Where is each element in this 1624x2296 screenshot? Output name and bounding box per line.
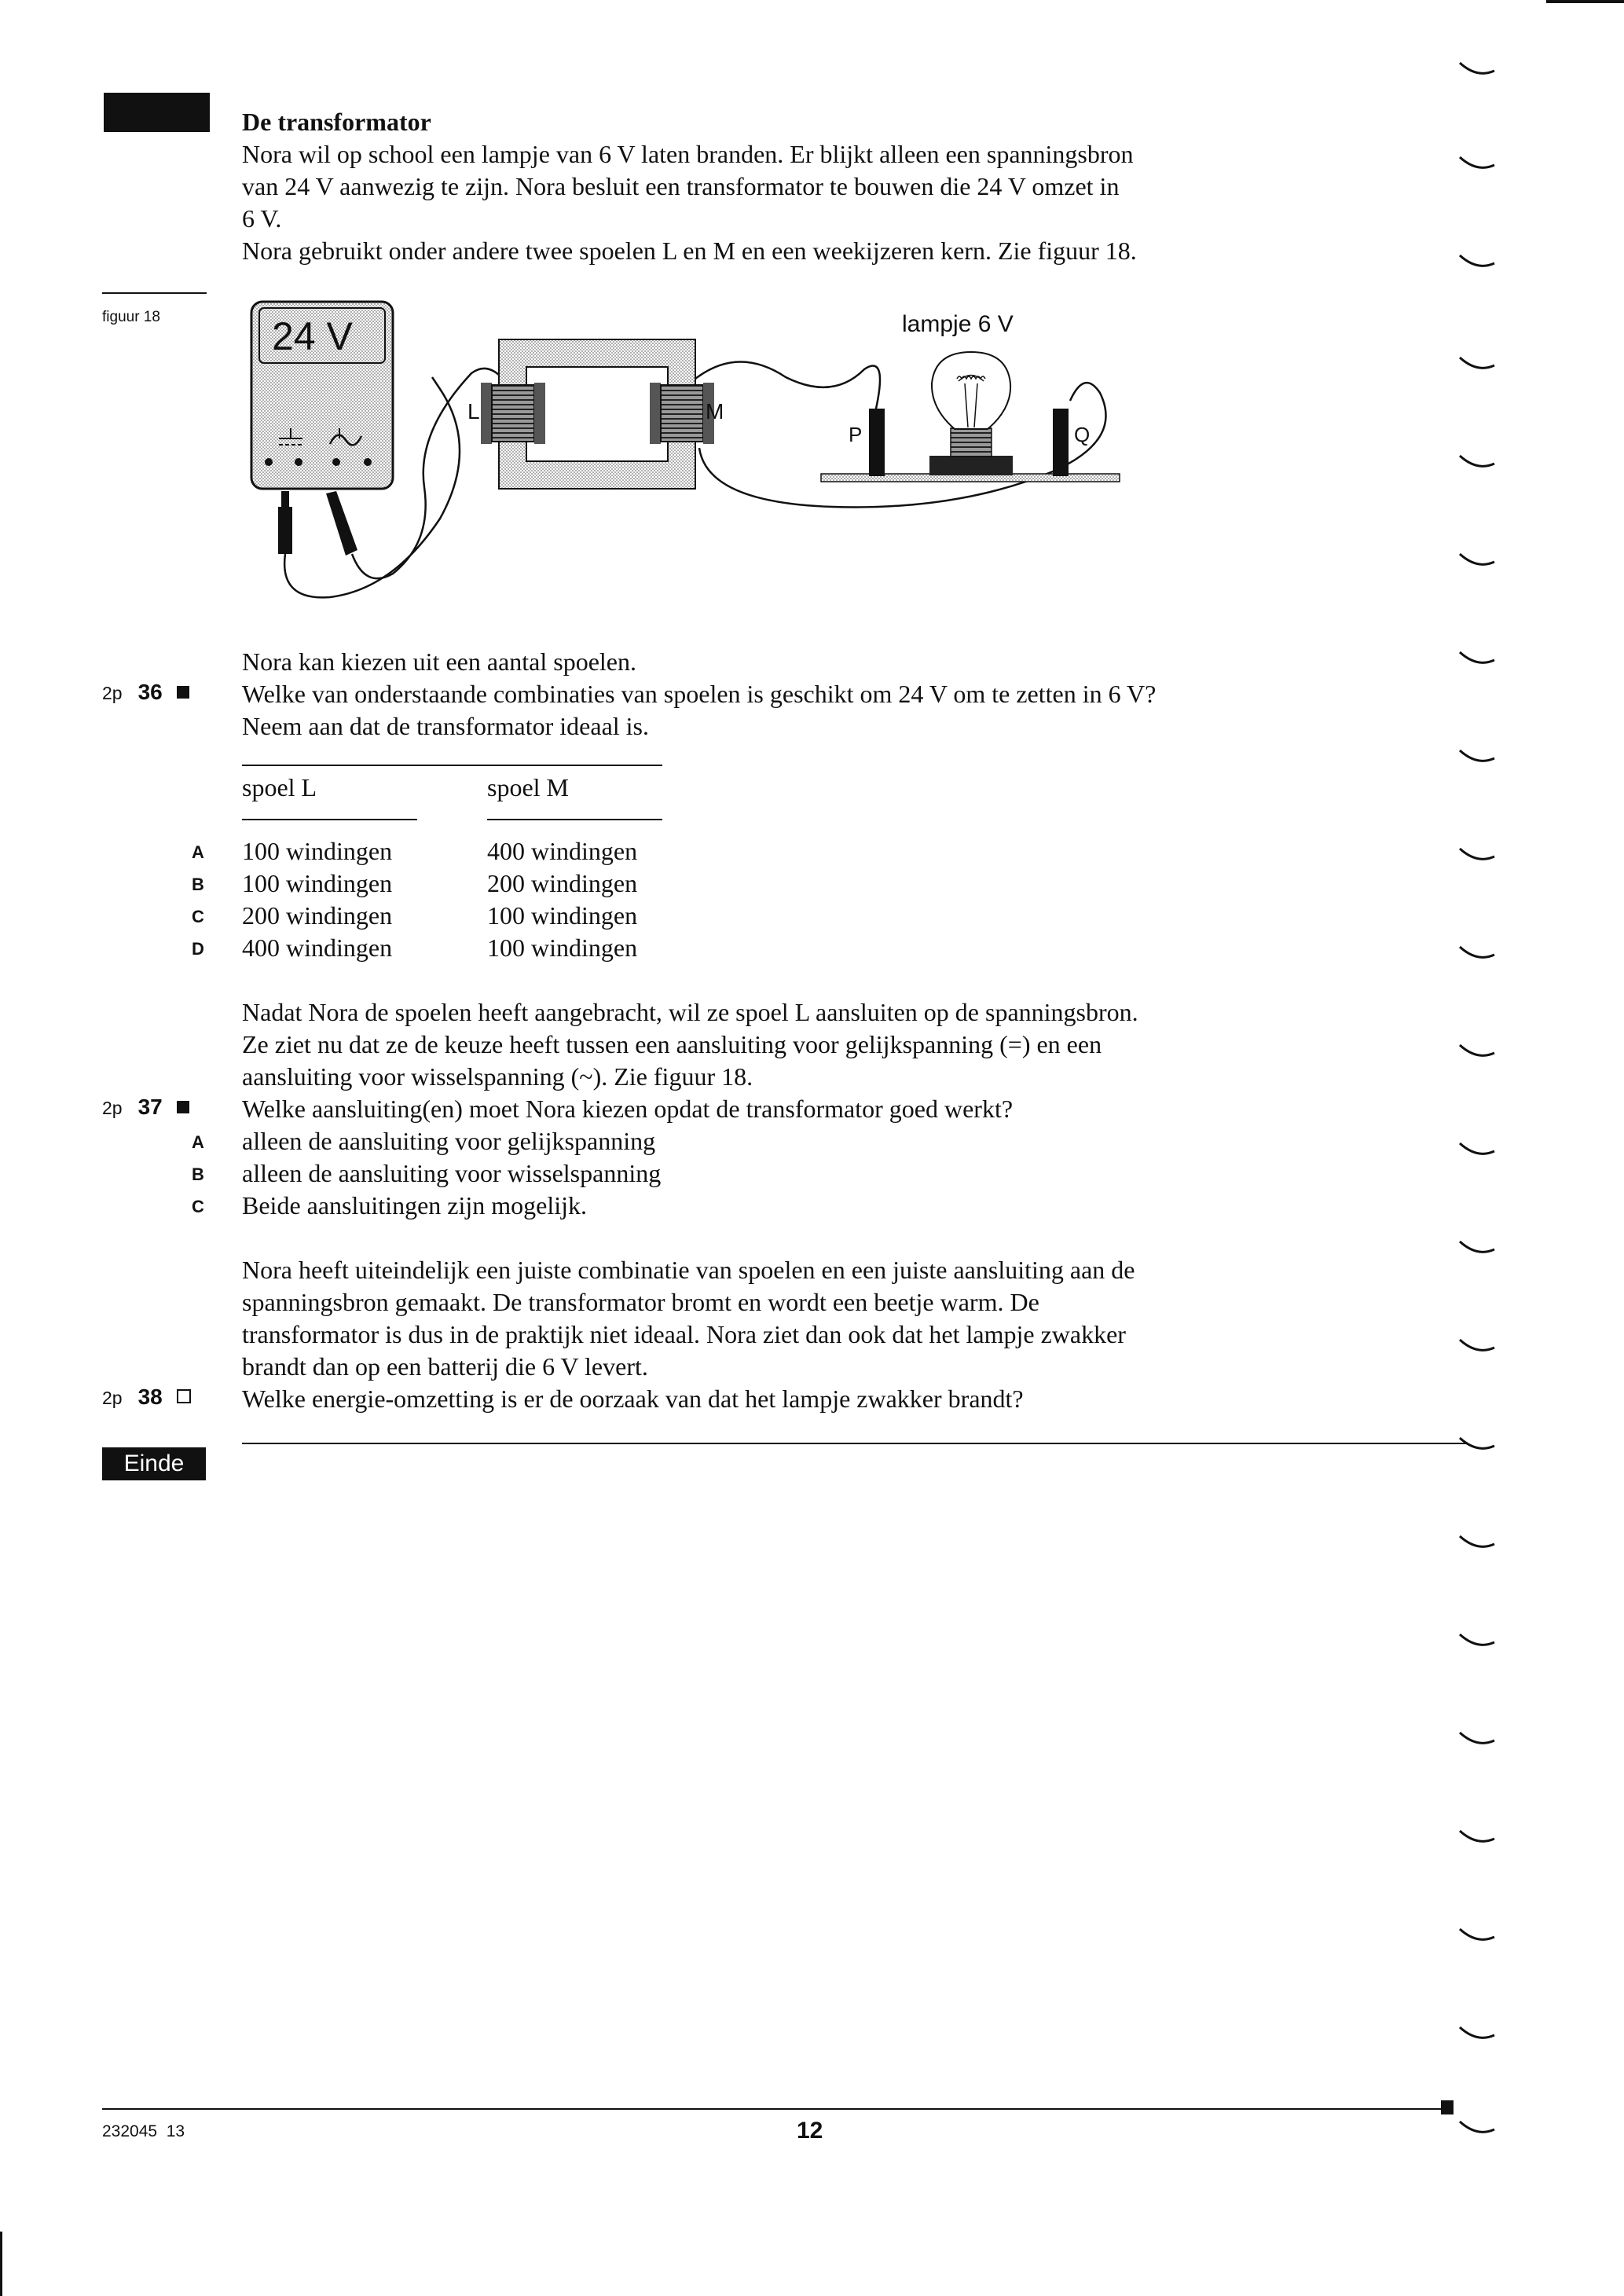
table-header-l: spoel L bbox=[242, 773, 317, 801]
coil-l bbox=[467, 383, 545, 444]
wire-lead bbox=[699, 383, 1106, 507]
q37-lead-line: aansluiting voor wisselspanning (~). Zie figuur 18. bbox=[242, 1062, 753, 1091]
socket-icon bbox=[265, 458, 273, 466]
end-label: Einde bbox=[102, 1447, 206, 1480]
terminal-p bbox=[869, 409, 885, 476]
terminal-label-p: P bbox=[849, 423, 863, 446]
table-header-rule bbox=[487, 819, 662, 820]
header-block bbox=[104, 93, 210, 132]
filled-square-icon bbox=[177, 1101, 189, 1113]
option-letter: C bbox=[192, 1197, 204, 1216]
intro-line: Nora gebruikt onder andere twee spoelen L en M en een weekijzeren kern. Zie figuur 18. bbox=[242, 237, 1137, 265]
table-header-rule bbox=[242, 819, 417, 820]
option-letter: B bbox=[192, 1165, 204, 1184]
intro-line: 6 V. bbox=[242, 204, 282, 233]
q37-option-c: Beide aansluitingen zijn mogelijk. bbox=[242, 1191, 588, 1220]
plugs bbox=[278, 491, 357, 556]
lamp-label: lampje 6 V bbox=[902, 311, 1014, 337]
q36-question bbox=[242, 678, 1358, 743]
option-letter: A bbox=[192, 1132, 204, 1152]
q37-lead-line: Nadat Nora de spoelen heeft aangebracht, wil ze spoel L aansluiten op de spanningsbron. bbox=[242, 998, 1138, 1026]
option-letter: A bbox=[192, 842, 204, 862]
section-intro bbox=[242, 106, 1358, 267]
section-title: De transformator bbox=[242, 108, 431, 136]
figure-caption: figuur 18 bbox=[102, 309, 160, 325]
q38-lead-line: Nora heeft uiteindelijk een juiste combinatie van spoelen en een juiste aansluiting aan de bbox=[242, 1256, 1135, 1284]
q37-option-a: alleen de aansluiting voor gelijkspanning bbox=[242, 1127, 656, 1155]
end-rule bbox=[242, 1443, 1468, 1444]
q36-number bbox=[102, 680, 189, 705]
option-letter: B bbox=[192, 875, 204, 894]
cell-l: 200 windingen bbox=[242, 901, 393, 930]
q37-number bbox=[102, 1095, 189, 1120]
q38-question: Welke energie-omzetting is er de oorzaak van dat het lampje zwakker brandt? bbox=[242, 1385, 1024, 1413]
q36-lead: Nora kan kiezen uit een aantal spoelen. bbox=[242, 647, 636, 676]
option-letter: C bbox=[192, 907, 204, 926]
cell-l: 100 windingen bbox=[242, 837, 393, 865]
q37-question: Welke aansluiting(en) moet Nora kiezen opdat de transformator goed werkt? bbox=[242, 1095, 1014, 1123]
cell-l: 400 windingen bbox=[242, 933, 393, 962]
cell-m: 100 windingen bbox=[487, 933, 638, 962]
q36-points: 2p bbox=[102, 683, 123, 703]
q37-option-b: alleen de aansluiting voor wisselspanning bbox=[242, 1159, 662, 1187]
coil-label-m: M bbox=[706, 399, 724, 424]
corner-line bbox=[1546, 0, 1624, 3]
q38-lead-line: brandt dan op een batterij die 6 V levert. bbox=[242, 1352, 648, 1381]
intro-line: van 24 V aanwezig te zijn. Nora besluit een transformator te bouwen die 24 V omzet in bbox=[242, 172, 1120, 200]
q38-num: 38 bbox=[137, 1385, 163, 1409]
margin-line bbox=[0, 2232, 2, 2296]
margin-marks bbox=[1454, 47, 1509, 2153]
cell-l: 100 windingen bbox=[242, 869, 393, 897]
cell-m: 400 windingen bbox=[487, 837, 638, 865]
option-letter: D bbox=[192, 939, 204, 959]
q37-num: 37 bbox=[137, 1095, 163, 1119]
q38-lead bbox=[242, 1254, 1358, 1383]
footer-code: 232045 13 bbox=[102, 2122, 185, 2140]
q37-points: 2p bbox=[102, 1098, 123, 1118]
socket-icon bbox=[295, 458, 302, 466]
q36-question-line: Neem aan dat de transformator ideaal is. bbox=[242, 712, 649, 740]
intro-line: Nora wil op school een lampje van 6 V laten branden. Er blijkt alleen een spanningsbron bbox=[242, 140, 1134, 168]
open-square-icon bbox=[177, 1389, 191, 1403]
source-label: 24 V bbox=[272, 314, 353, 358]
terminal-q bbox=[1053, 409, 1069, 476]
power-supply bbox=[251, 302, 393, 489]
q36-question-line: Welke van onderstaande combinaties van spoelen is geschikt om 24 V om te zetten in 6 V? bbox=[242, 680, 1157, 708]
page-number: 12 bbox=[797, 2118, 823, 2144]
caption-rule bbox=[102, 292, 207, 294]
q38-lead-line: transformator is dus in de praktijk niet ideaal. Nora ziet dan ook dat het lampje zwakker bbox=[242, 1320, 1126, 1348]
coil-m bbox=[650, 383, 724, 444]
q37-lead-line: Ze ziet nu dat ze de keuze heeft tussen een aansluiting voor gelijkspanning (=) en een bbox=[242, 1030, 1102, 1058]
q37-lead bbox=[242, 996, 1358, 1093]
socket-icon bbox=[332, 458, 340, 466]
q38-number bbox=[102, 1385, 191, 1410]
table-top-rule bbox=[242, 765, 662, 766]
socket-icon bbox=[364, 458, 372, 466]
q38-lead-line: spanningsbron gemaakt. De transformator bromt en wordt een beetje warm. De bbox=[242, 1288, 1039, 1316]
footer-marker bbox=[1441, 2100, 1454, 2114]
figure-18 bbox=[236, 291, 1147, 605]
coil-label-l: L bbox=[467, 399, 480, 424]
cell-m: 100 windingen bbox=[487, 901, 638, 930]
q36-num: 36 bbox=[137, 680, 163, 704]
terminal-label-q: Q bbox=[1074, 423, 1091, 446]
cell-m: 200 windingen bbox=[487, 869, 638, 897]
q38-points: 2p bbox=[102, 1388, 123, 1408]
filled-square-icon bbox=[177, 686, 189, 699]
footer-rule bbox=[102, 2108, 1454, 2110]
table-header-m: spoel M bbox=[487, 773, 569, 801]
lamp-icon bbox=[929, 352, 1013, 475]
